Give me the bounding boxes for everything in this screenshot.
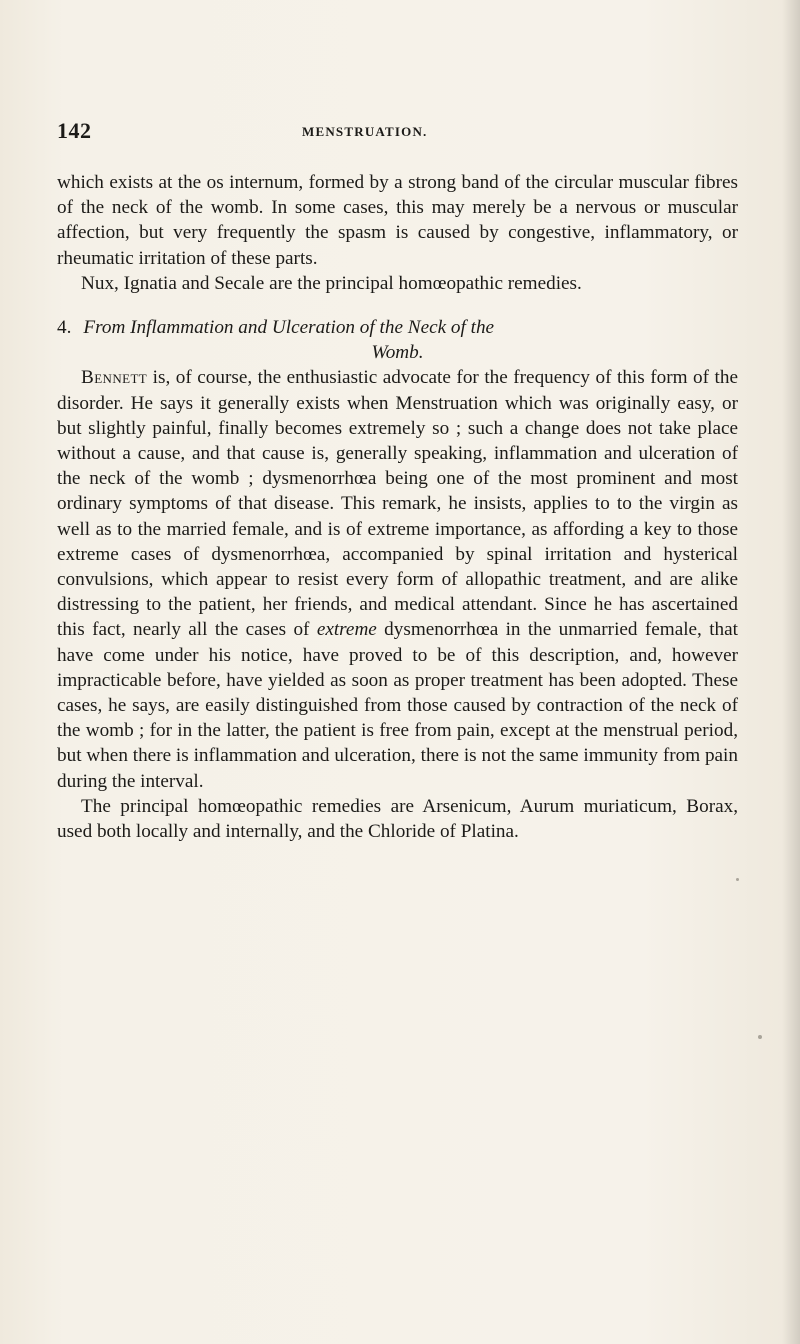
page-number: 142 (57, 118, 92, 143)
section-title-line1: From Inflammation and Ulceration of the Neck of the (83, 317, 495, 339)
paragraph-bennett (57, 365, 738, 793)
paragraph-bennett-text-b: dysmenorrhœa in the unmarried female, that have come under his notice, have proved to be of this description, and, however impracticable before, have yielded as soon as proper treatment has been adopted. These cases, he says, are easily distinguished from those caused by contraction of the neck of the womb ; for in the latter, the patient is free from pain, except at the menstrual period, but when there is inflammation and ulceration, there is not the same immunity from pain during the interval. (57, 619, 738, 792)
paper-speck (758, 1035, 762, 1039)
paragraph-remedies-spasm: Nux, Ignatia and Secale are the principal homœopathic remedies. (81, 272, 582, 294)
paragraph-remedies-inflammation: The principal homœopathic remedies are Arsenicum, Aurum muriaticum, Borax, used both locally and internally, and the Chloride of Platina. (57, 795, 738, 843)
paragraph-continuation: which exists at the os internum, formed by a strong band of the circular muscular fibres of the neck of the womb. In some cases, this may merely be a nervous or muscular affection, but very frequently the spasm is caused by congestive, inflammatory, or rheumatic irritation of these parts. (57, 172, 738, 269)
body-text (57, 170, 738, 844)
running-title: MENSTRUATION. (302, 124, 428, 139)
running-head (0, 118, 800, 144)
section-heading (57, 315, 738, 365)
section-title-line2: Womb. (371, 342, 424, 364)
author-name: Bennett (81, 367, 148, 389)
paper-speck (736, 878, 739, 881)
page-edge-shadow (782, 0, 800, 1344)
section-number: 4. (57, 317, 72, 339)
emphasis-extreme: extreme (316, 619, 377, 641)
paragraph-bennett-text-a: is, of course, the enthusiastic advocate for the frequency of this form of the disorder. He says it generally exists when Menstruation which was originally easy, or but slightly painful, finally becomes extremely so ; such a change does not take place without a cause, and that cause is, generally speaking, inflammation and ulceration of the neck of the womb ; dysmenorrhœa being one of the most prominent and most ordinary symptoms of that disease. This remark, he insists, applies to to the virgin as well as to the married female, and is of extreme importance, as affording a key to those extreme cases of dysmenorrhœa, accompanied by spinal irritation and hysterical convulsions, which appear to resist every form of allopathic treatment, and are alike distressing to the patient, her friends, and medical attendant. Since he has ascertained this fact, nearly all the cases of (57, 367, 738, 641)
